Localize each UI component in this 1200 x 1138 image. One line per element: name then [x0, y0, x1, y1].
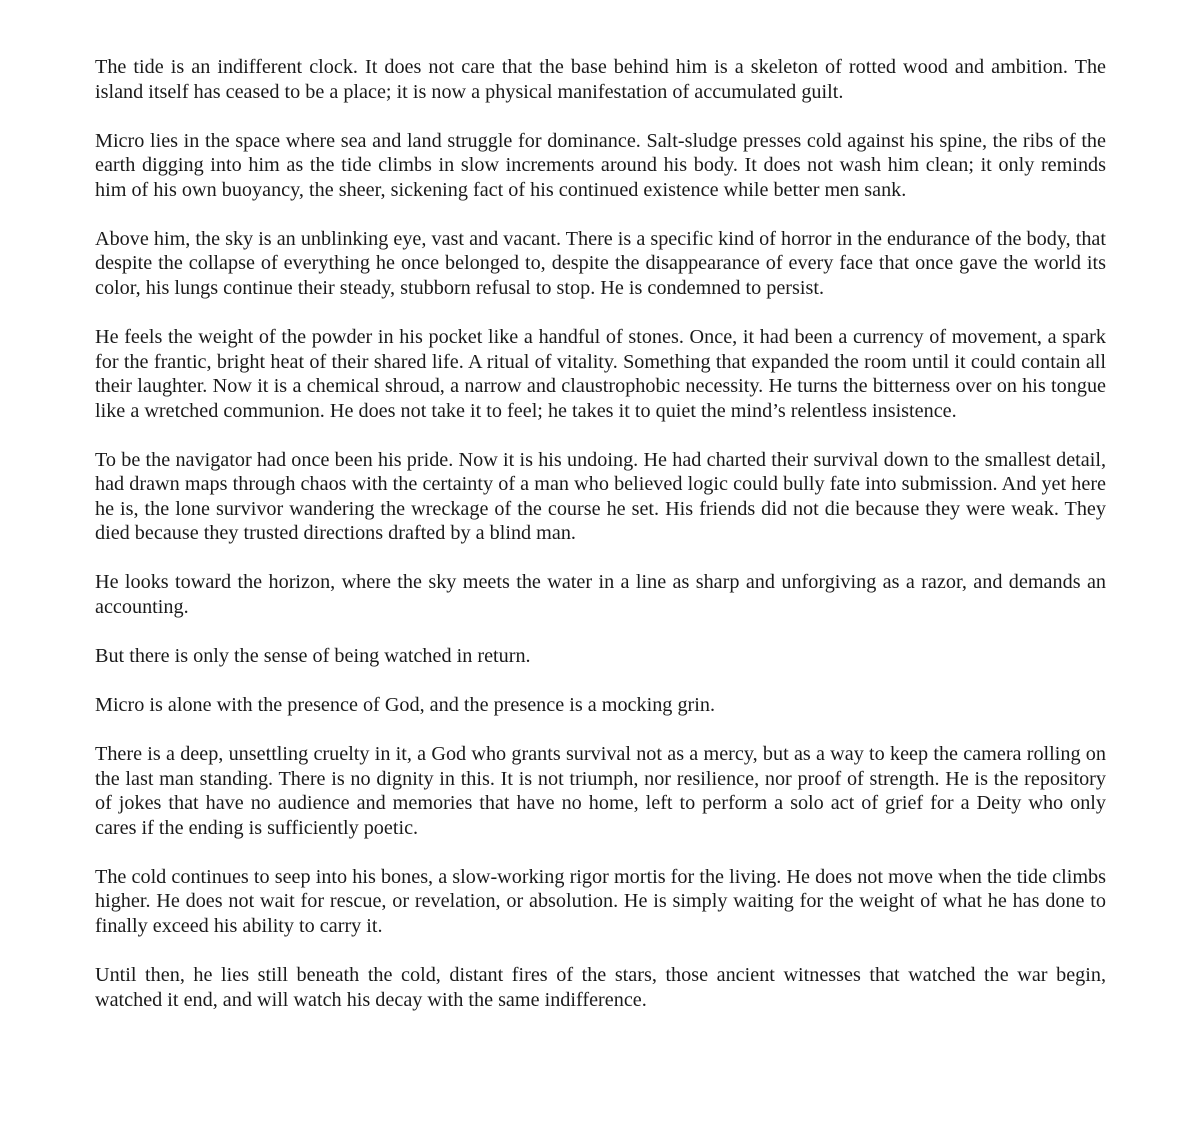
paragraph: Until then, he lies still beneath the cold, distant fires of the stars, those ancient witnesses that watched the war begin, watched it end, and will watch his decay with the same indifference.: [95, 963, 1106, 1011]
document-body: [95, 55, 1106, 1037]
paragraph: Micro is alone with the presence of God, and the presence is a mocking grin.: [95, 694, 716, 717]
paragraph: The tide is an indifferent clock. It does not care that the base behind him is a skeleton of rotted wood and ambition. The island itself has ceased to be a place; it is now a physical manifestation of accumulated guilt.: [95, 56, 1106, 103]
paragraph: There is a deep, unsettling cruelty in it, a God who grants survival not as a mercy, but as a way to keep the camera rolling on the last man standing. There is no dignity in this. It is not triumph, nor resilience, nor proof of strength. He is the repository of jokes that have no audience and memories that have no home, left to perform a solo act of grief for a Deity who only cares if the ending is sufficiently poetic.: [95, 743, 1106, 839]
paragraph: He looks toward the horizon, where the sky meets the water in a line as sharp and unforgiving as a razor, and demands an accounting.: [95, 571, 1106, 619]
paragraph: He feels the weight of the powder in his pocket like a handful of stones. Once, it had been a currency of movement, a spark for the frantic, bright heat of their shared life. A ritual of vitality. Something that expanded the room until it could contain all their laughter. Now it is a chemical shroud, a narrow and claustrophobic necessity. He turns the bitterness over on his tongue like a wretched communion. He does not take it to feel; he takes it to quiet the mind’s relentless insistence.: [95, 325, 1106, 422]
paragraph: Micro lies in the space where sea and land struggle for dominance. Salt-sludge presses cold against his spine, the ribs of the earth digging into him as the tide climbs in slow increments around his body. It does not wash him clean; it only reminds him of his own buoyancy, the sheer, sickening fact of his continued existence while better men sank.: [95, 129, 1106, 201]
paragraph: The cold continues to seep into his bones, a slow-working rigor mortis for the living. He does not move when the tide climbs higher. He does not wait for rescue, or revelation, or absolution. He is simply waiting for the weight of what he has done to finally exceed his ability to carry it.: [95, 865, 1106, 937]
paragraph: Above him, the sky is an unblinking eye, vast and vacant. There is a specific kind of horror in the endurance of the body, that despite the collapse of everything he once belonged to, despite the disappearance of every face that once gave the world its color, his lungs continue their steady, stubborn refusal to stop. He is condemned to persist.: [95, 227, 1106, 299]
paragraph: To be the navigator had once been his pride. Now it is his undoing. He had charted their survival down to the smallest detail, had drawn maps through chaos with the certainty of a man who believed logic could bully fate into submission. And yet here he is, the lone survivor wandering the wreckage of the course he set. His friends did not die because they were weak. They died because they trusted directions drafted by a blind man.: [95, 448, 1106, 545]
paragraph: But there is only the sense of being watched in return.: [95, 645, 531, 668]
